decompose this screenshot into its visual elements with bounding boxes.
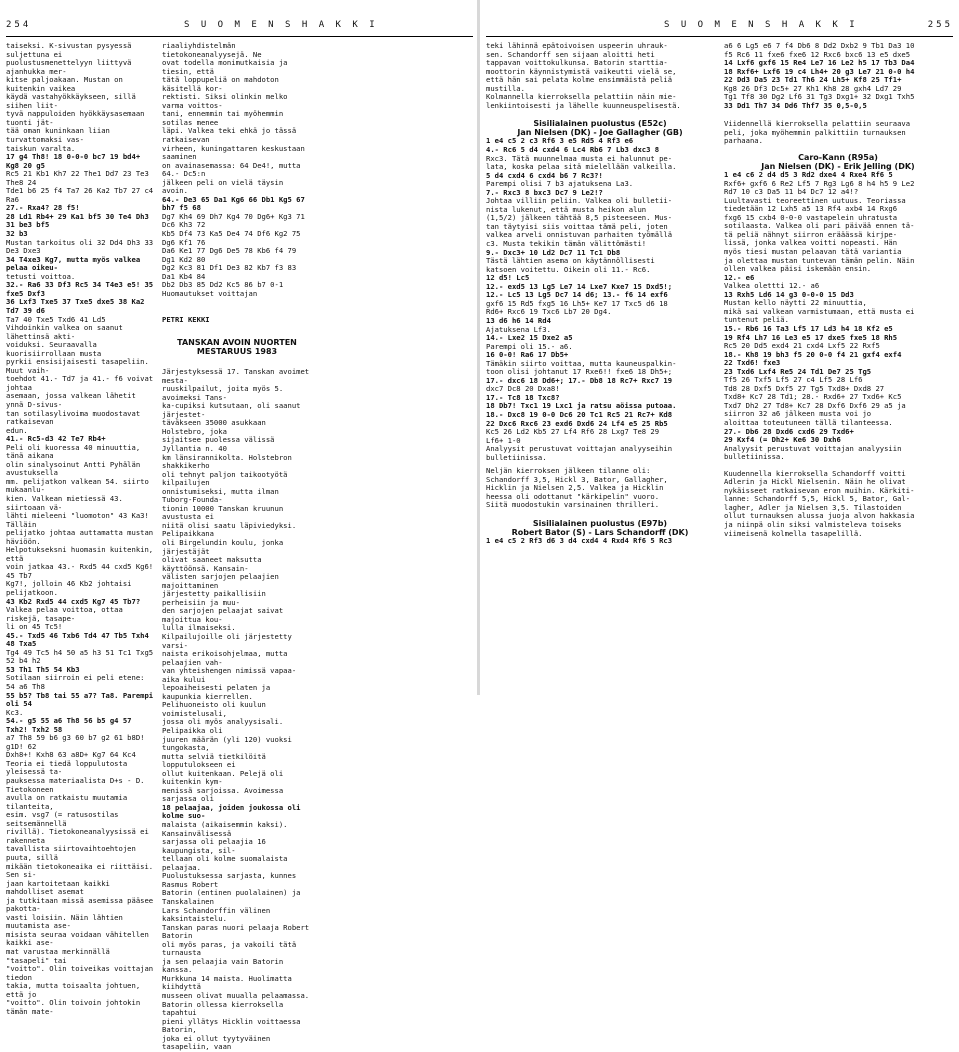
text-line: takia, mutta toisaalta johtuen, että jo <box>6 981 145 999</box>
text-line: Rxf6+ gxf6 6 Re2 Lf5 7 Rg3 Lg6 8 h4 h5 9 Le2 <box>724 178 915 188</box>
text-line: Rc5 21 Kb1 Kh7 22 The1 Dd7 23 Te3 The8 24 <box>6 169 154 187</box>
text-line: 19 Rf4 Lh7 16 Le3 e5 17 dxe5 fxe5 18 Rh5 <box>724 332 898 342</box>
text-line: Txd8+ Kc7 28 Td1; 28.- Rxd6+ 27 Txd6+ Kc5 <box>724 392 902 402</box>
text-line: 18.- Dxc8 19 0-0 Dc6 20 Tc1 Rc5 21 Rc7+ Kd8 <box>486 409 673 419</box>
text-line: Helpotukseksni huomasin kuitenkin, että <box>6 545 158 563</box>
text-line: Dxh8+! Kxh8 63 a8D+ Kg7 64 Kc4 <box>6 750 136 760</box>
text-line: pelijatko johtaa auttamatta mustan häviöön. <box>6 528 158 546</box>
text-line: Rd6+ Rxc6 19 Txc6 Lb7 20 Dg4. <box>486 307 612 317</box>
text-line: 1 e4 c5 2 Rf3 d6 3 d4 cxd4 4 Rxd4 Rf6 5 Rc3 <box>486 536 673 546</box>
text-line: mutta selviä tietkilöitä lopputulokseen ei <box>162 751 271 770</box>
right-page-number: 255 <box>927 20 953 30</box>
text-line: Rc5 20 Dd5 exd4 21 cxd4 Lxf5 22 Rxf5 <box>724 341 880 351</box>
text-line: välisten sarjojen pelaajien majoittaminen <box>162 572 284 590</box>
text-line: 27.- Rxa4? 28 f5! <box>6 203 80 213</box>
text-line: "voitto". Olin toivoin johtokin tämän mate- <box>6 998 145 1016</box>
text-line: onnistumiseksi, mutta ilman Tuborg-Founda- <box>162 486 284 505</box>
text-line: voiduksi. Seuraavalla kuorisiirrollaan musta <box>6 340 102 358</box>
text-line: 32 b3 <box>6 229 28 239</box>
text-line: siirron 32 a6 jälkeen musta voi jo <box>724 409 872 419</box>
text-line: 1 e4 c5 2 c3 Rf6 3 e5 Rd5 4 Rf3 e6 <box>486 136 634 146</box>
text-line: Tg1 Tf8 30 Dg2 Lf6 31 Tg3 Dxg1+ 32 Dxg1 Txh5 <box>724 92 915 102</box>
text-line: tellaan oli kolme suomalaista pelaajaa. <box>162 854 292 872</box>
text-line: Huomautukset voittajan <box>162 288 258 298</box>
text-line: Kuudennella kierroksella Schandorff voitti <box>724 468 906 478</box>
text-line: lata, koska pelaa sitä mielellään valkeilla. <box>486 162 677 172</box>
text-line: käydä vastahyökkäykseen, sillä siihen liit- <box>6 92 141 110</box>
text-line: Hicklin ja Nielsen 2,5. Valkea ja Hicklin <box>486 483 664 493</box>
text-line: on avainasemassa: 64 De4!, mutta 64.- Dc5:n <box>162 160 305 179</box>
text-line: lanne: Schandorff 5,5, Hickl 5, Bator, Gal- <box>724 494 911 504</box>
text-line: tionin 10000 Tanskan kruunun avustusta ei <box>162 503 288 522</box>
left-running-header <box>6 18 473 37</box>
text-line: valkea arveli onnistuvan parhaiten työmällä <box>486 230 673 240</box>
text-line: Vihdoinkin valkea on saanut lähettinsä akti- <box>6 323 128 341</box>
text-line: riaaliyhdistelmän tietokoneanalyysejä. Ne <box>162 41 262 59</box>
text-line: Dg2 Kc3 81 Df1 De3 82 Kb7 f3 83 Da1 Kb4 84 <box>162 263 301 281</box>
text-line: Td8 28 Dxf5 Dxf5 27 Tg5 Txd8+ Dxd8 27 <box>724 383 885 393</box>
text-line: aloittaa toteutuneen tällä tilanteessa. <box>724 417 893 427</box>
text-line: tan sotilasylivoima muodostavat ratkaisevan <box>6 408 145 427</box>
text-line: tä peliä nähnyt siirron erääässä kirjpe- <box>724 229 898 239</box>
text-line: nykäisseet ratkaisevan eron muihin. Kärkiti- <box>724 485 915 495</box>
text-line: Mustan kello näytti 22 minuuttia, <box>724 298 867 308</box>
text-line: 4.- Rc6 5 d4 cxd4 6 Lc4 Rb6 7 Lb3 dxc3 8 <box>486 145 660 155</box>
text-line: f5 Rc6 11 fxe6 fxe6 12 Rxc6 bxc6 13 e5 dxe5 <box>724 49 911 59</box>
text-line: tan täytyisi siis voittaa tämä peli, joten <box>486 221 668 231</box>
text-line: 17.- dxc6 18 Dd6+; 17.- Db8 18 Rc7+ Rxc7 19 <box>486 375 673 385</box>
text-line: mm. pelijatkon valkean 54. siirto mukaanlu- <box>6 476 154 495</box>
text-line: tani, ennemmin tai myöhemmin sotilas menee <box>162 109 288 127</box>
text-line: dxc7 Dc8 20 Dxa8! <box>486 384 560 394</box>
text-line: 12 d5! Lc5 <box>486 273 530 283</box>
text-line: 18 Rxf6+ Lxf6 19 c4 Lh4+ 20 g3 Le7 21 0-0 h4 <box>724 66 915 76</box>
text-line: Schandorff 3,5, Hickl 3, Bator, Gallagher, <box>486 474 668 484</box>
text-line: asemaan, jossa valkean lähetit ynnä D-sivus- <box>6 391 141 409</box>
text-line: esim. vsg7 (= ratusostilas seitsemännellä <box>6 810 123 828</box>
text-line: 9.- Dxc3+ 10 Ld2 Dc7 11 Tc1 Db8 <box>486 247 621 257</box>
text-line: 14 Lxf6 gxf6 15 Re4 Le7 16 Le2 h5 17 Tb3 Da4 <box>724 58 915 68</box>
text-line: Kc3. <box>6 707 24 717</box>
text-line: 22 Dd3 Da5 23 Td1 Th6 24 Lh5+ Kf8 25 Tf1+ <box>724 75 902 85</box>
text-line: a7 Th8 59 b6 g3 60 b7 g2 61 b8D! g1D! 62 <box>6 733 149 751</box>
text-line: Parempi olisi 7 b3 ajatuksena La3. <box>486 179 634 189</box>
text-line: 13 d6 h6 14 Rd4 <box>486 315 551 325</box>
text-line: 32.- Ra6 33 Df3 Rc5 34 T4e3 e5! 35 fxe5 Dxf3 <box>6 280 158 298</box>
left-page <box>0 0 479 1052</box>
text-line: ja tutkitaan missä asemissa pääsee pakotta- <box>6 895 158 914</box>
text-line: pieni yllätys Hicklin voittaessa Batorin, <box>162 1016 305 1035</box>
text-line: 22 Dxc6 Rxc6 23 exd6 Dxd6 24 Lf4 e5 25 Rb5 <box>486 418 668 428</box>
text-line: van yhteishengen nimissä vapaa-aika kului <box>162 666 297 684</box>
text-line: jossa oli myös analyysisali. Pelipaikka oli <box>162 717 288 736</box>
text-line: lissä, jonka valkea voitti nopeasti. Hän <box>724 238 898 248</box>
text-line: Järjestyksessä 17. Tanskan avoimet mesta- <box>162 367 314 385</box>
text-line: jaan kartoitetaan kaikki mahdolliset asemat <box>6 878 115 897</box>
text-line: Puolustuksessa sarjasta, kunnes Rasmus Robert <box>162 871 301 889</box>
text-line: Db2 Db3 85 Dd2 Kc5 86 b7 0-1 <box>162 280 284 290</box>
text-line: 18.- Kh8 19 bh3 f5 20 0-0 f4 21 gxf4 exf4 <box>724 349 902 359</box>
text-line: sotilaasta. Valkea oli pari päivää ennen tä- <box>724 221 915 231</box>
text-line: Johtaa villiin peliin. Valkea oli bulletii- <box>486 196 673 206</box>
text-line: malaista (aikaisemmin kaksi). Kansainvälisessä <box>162 820 292 838</box>
text-line: taiseksi. K-sivustan pysyessä suljettuna ei <box>6 41 136 59</box>
text-line: Tanskan paras nuori pelaaja Robert Batorin <box>162 922 314 941</box>
text-line: Tästä lähtien asema on käytännöllisesti <box>486 256 655 266</box>
game-3-players: Jan Nielsen (DK) - Erik Jelling (DK) <box>761 161 915 171</box>
text-line: sen. Schandorff sen sijaan aloitti heti <box>486 49 655 59</box>
text-line: Analyysit perustuvat voittajan analyyseihin <box>486 444 673 454</box>
text-line: 13 Rxh5 Ld6 14 g3 0-0-0 15 Dd3 <box>724 289 854 299</box>
text-line: Kc5 26 Ld2 Kb5 27 Lf4 Rf6 28 Lxg7 Te8 29 <box>486 427 660 437</box>
left-header-title: S U O M E N S H A K K I <box>184 20 378 30</box>
text-line: 22 Txd6! fxe3 <box>724 358 781 368</box>
text-line: Batorin ollessa kierroksella tapahtui <box>162 999 288 1018</box>
text-line: 43 Kb2 Rxd5 44 cxd5 Kg7 45 Tb7? <box>6 596 141 606</box>
text-line: ja sen pelaajia vain Batorin kanssa. <box>162 956 288 975</box>
text-line: Viidennellä kierroksella pelattiin seuraava <box>724 119 911 129</box>
text-line: 36 Lxf3 Txe5 37 Txe5 dxe5 38 Ka2 Td7 39 d6 <box>6 297 149 315</box>
text-line: Analyysit perustuvat voittajan analyysiin <box>724 443 902 453</box>
text-line: jälkeen peli on vielä täysin avoin. <box>162 177 288 196</box>
text-line: Peli oli kuoressa 40 minuuttia, tänä aikana <box>6 442 145 461</box>
text-line: bulletiinissa. <box>486 452 547 462</box>
text-line: 64.- De3 65 Da1 Kg6 66 Db1 Kg5 67 bh7 f5 68 <box>162 194 310 213</box>
text-line: että hän sai pelata kolme ensimmäistä peliä <box>486 75 673 85</box>
text-line: 23 Txd6 Lxf4 Re5 24 Td1 De7 25 Tg5 <box>724 366 872 376</box>
game-2-players: Robert Bator (S) - Lars Schandorff (DK) <box>511 527 689 537</box>
text-line: Kilpailujoille oli järjestetty varsi- <box>162 632 297 650</box>
text-line: toon olisi johtanut 17 Rxe6!! fxe6 18 Dh5+; <box>486 367 673 377</box>
text-line: olin sinalysoinut Antti Pyhälän avustuksella <box>6 459 145 478</box>
text-line: ollen valkea päisi iskemään ensin. <box>724 264 872 274</box>
text-line: 12.- exd5 13 Lg5 Le7 14 Lxe7 Kxe7 15 Dxd5!; <box>486 281 673 291</box>
text-line: Valkea pelaa voittoa, ottaa riskejä, tasape- <box>6 605 128 623</box>
text-line: voin jatkaa 43.- Rxd5 44 cxd5 Kg6! 45 Tb7 <box>6 562 158 580</box>
text-line: ja olettaa mustan tuntevan tämän pelin. Näin <box>724 255 915 265</box>
text-line: 27.- Db6 28 Dxd6 cxd6 29 Txd6+ <box>724 426 854 436</box>
text-line: fxg6 15 cxb4 0-0-0 vastapelein uhratusta <box>724 212 898 222</box>
text-line: Adlerin ja Hickl Nielsenin. Näin he olivat <box>724 477 906 487</box>
text-line: 18 Db7! Txc1 19 Lxc1 ja ratsu aöissa putoaa. <box>486 401 677 411</box>
text-line: läpi. Valkea teki ehkä jo tässä ratkaisevan <box>162 126 301 145</box>
text-line: ruuskilpailut, joita myös 5. avoimeksi Tans- <box>162 384 288 402</box>
text-line: ka-cupiksi kutsutaan, oli saanut järjestet- <box>162 401 305 419</box>
text-line: 34 T4xe3 Kg7, mutta myös valkea pelaa oikeu- <box>6 254 145 273</box>
text-line: tyvä nappuloiden hyökkäysasemaan tuonti jät- <box>6 109 149 127</box>
text-line: mikään tietokoneaika ei riittäisi. Sen si- <box>6 861 158 880</box>
text-line: parhaana. <box>724 136 763 146</box>
text-line: Valkea olettti 12.- a6 <box>724 281 820 291</box>
text-line: rektisti. Siksi olinkin melko varma voittos- <box>162 92 292 110</box>
text-line: 28 Ld1 Rb4+ 29 Ka1 bf5 30 Te4 Dh3 31 be3 bf5 <box>6 211 154 230</box>
text-line: täväkseen 35000 asukkaan Holstebro, joka <box>162 418 271 436</box>
text-line: tavallista siirtovaihtoehtojen puuta, sillä <box>6 844 141 862</box>
text-line: 41.- Rc5-d3 42 Te7 Rb4+ <box>6 434 106 444</box>
text-line: sarjassa oli pelaajia 16 kaupungista, sil- <box>162 837 271 855</box>
text-line: Da6 Ke1 77 Dg6 De5 78 Kb6 f4 79 Dg1 Kd2 80 <box>162 246 301 264</box>
text-line: km länsirannikolta. Holstebron shakkikerho <box>162 452 297 471</box>
text-line: lagher, Adler ja Nielsen 3,5. Tilastoiden <box>724 502 902 512</box>
text-line: den sarjojen pelaajat saivat majoittua kou- <box>162 606 288 624</box>
right-column-2 <box>724 42 952 695</box>
text-line: 17 g4 Th8! 18 0-0-0 bc7 19 bd4+ Kg8 20 g5 <box>6 152 145 170</box>
text-line: 5 d4 cxd4 6 cxd4 b6 7 Rc3?! <box>486 170 603 180</box>
text-line: Kolmannella kierroksella pelattiin näin mie- <box>486 92 677 102</box>
left-page-number: 254 <box>6 20 32 30</box>
left-column-3 <box>318 42 468 695</box>
game-1-players: Jan Nielsen (DK) - Joe Gallagher (GB) <box>517 127 683 137</box>
text-line: 1 e4 c6 2 d4 d5 3 Rd2 dxe4 4 Rxe4 Rf6 5 <box>724 170 893 180</box>
text-line: vasti loisiin. Näin lähtien muutamista ase- <box>6 912 128 931</box>
text-line: sijaitsee puolessa välissä Jyllantia n. 40 <box>162 435 279 453</box>
text-line: 29 Kxf4 (= Dh2+ Ke6 30 Dxh6 <box>724 435 841 445</box>
left-column-2 <box>162 41 314 1052</box>
text-line: Murkkuna 14 maista. Huolimatta kiihdyttä <box>162 973 297 992</box>
text-line: tiedetään 12 Lxh5 a5 13 Rf4 axb4 14 Rxg6 <box>724 204 898 214</box>
text-line: lenkiintoisesti ja lähelle kuunneuspelisestä. <box>486 100 681 110</box>
text-line: Txd7 Dh2 27 Td8+ Kc7 28 Dxf6 Dxf6 29 a5 ja <box>724 400 906 410</box>
text-line: 54.- g5 55 a6 Th8 56 b5 g4 57 Txh2! Txh2 58 <box>6 716 136 734</box>
text-line: Lars Schandorffin välinen kaksintaistelu. <box>162 905 275 924</box>
right-header-title: S U O M E N S H A K K I <box>664 20 858 30</box>
text-line: lepoaiheisesti pelaten ja kaupunkia kierrellen. <box>162 683 275 701</box>
game-3-opening: Caro-Kann (R95a) <box>798 153 878 163</box>
text-line: virheen, kuningattaren keskustaan saaminen <box>162 143 310 162</box>
text-line: peli, joka myöhemmin palkittiin turnauksen <box>724 127 906 137</box>
text-line: mustilla. <box>486 83 525 93</box>
text-line: Siitä muodostukin varsinainen thrilleri. <box>486 500 660 510</box>
text-line: Tde1 b6 25 f4 Ta7 26 Ka2 Tb7 27 c4 Ra6 <box>6 186 158 204</box>
text-line: viimeisenä kolmella tasapelillä. <box>724 528 863 538</box>
text-line: myös tiesi mustan pelaavan tätä variantia <box>724 247 902 257</box>
text-line: ollut kuitenkaan. Pelejä oli kuitenkin kym- <box>162 768 288 787</box>
text-line: Pelihuoneisto oli kuulun voimistelusali, <box>162 700 271 718</box>
text-line: 33 Dd1 Th7 34 Dd6 Thf7 35 0,5-0,5 <box>724 100 867 110</box>
text-line: ovat todella monimutkaisia ja tiesin, että <box>162 58 292 76</box>
text-line: Teoria ei tiedä loppulutosta yleisessä ta- <box>6 758 132 777</box>
text-line: järjestetty paikallisiin perheisiin ja muu- <box>162 589 271 607</box>
text-line: Mustan tarkoitus oli 32 Dd4 Dh3 33 De3 Dxe3 <box>6 237 158 256</box>
text-line: "voitto". Olin toiveikas voittajan tiedon <box>6 964 158 982</box>
text-line: Rxc3. Tätä muunnelmaa musta ei halunnut pe- <box>486 153 673 163</box>
text-line: kitse paljoakaan. Mustan on kuitenkin vaikea <box>6 75 128 93</box>
text-line: oli tehnyt paljon taikootyötä kilpailujen <box>162 469 292 488</box>
text-line: niitä olisi saatu läpiviedyksi. Pelipaikkana <box>162 520 301 539</box>
text-line: avulla on ratkaistu muutamia tilanteita, <box>6 793 132 811</box>
text-line: edun. <box>6 425 28 435</box>
text-line: 18 pelaajaa, joiden joukossa oli kolme suo- <box>162 802 305 821</box>
text-line: 7.- Rxc3 8 bxc3 Dc7 9 Le2!? <box>486 187 603 197</box>
text-line: Lf6+ 1-0 <box>486 435 521 445</box>
text-line: 45.- Txd5 46 Txb6 Td4 47 Tb5 Txh4 48 Txa5 <box>6 630 154 649</box>
text-line: Dg7 Kh4 69 Dh7 Kg4 70 Dg6+ Kg3 71 Dc6 Kh3 72 <box>162 211 310 230</box>
text-line: Kg7!, jolloin 46 Kb2 johtaisi pelijatkoon. <box>6 579 136 597</box>
text-line: menissä sarjoissa. Avoimessa sarjassa oli <box>162 785 288 804</box>
text-line: pauksessa materiaalista D+s - D. Tietokoneen <box>6 776 149 794</box>
text-line: moottorin käynnistymistä vaikeutti vielä se, <box>486 66 677 76</box>
text-line: a6 6 Lg5 e6 7 f4 Db6 8 Dd2 Dxb2 9 Tb1 Da3 10 <box>724 41 915 50</box>
right-column-1 <box>486 42 714 695</box>
game-2-opening: Sisilialainen puolustus (E97b) <box>532 518 668 528</box>
text-line: Ajatuksena Lf3. <box>486 324 551 334</box>
text-line: gxf6 15 Rd5 fxg5 16 Lh5+ Ke7 17 Txc5 d6 18 <box>486 298 668 308</box>
text-line: tuntenut peliä. <box>724 315 789 325</box>
article-heading: TANSKAN AVOIN NUORTEN MESTARUUS 1983 <box>177 337 300 356</box>
text-line: naista erikoisohjelmaa, mutta pelaajien vah- <box>162 649 292 667</box>
text-line: ja niinpä olin siksi valmisteleva toiseks <box>724 519 902 529</box>
text-line: ollut turnauksen alussa juoja alvon hakkasia <box>724 511 915 521</box>
text-line: oli Birgelundin koulu, jonka järjestäjät <box>162 537 288 556</box>
text-line: 12.- Lc5 13 Lg5 Dc7 14 d6; 13.- f6 14 exf6 <box>486 290 668 300</box>
text-line: Kg8 26 Df3 Dc5+ 27 Kh1 Kh8 28 gxh4 Ld7 29 <box>724 83 902 93</box>
text-line: misista seuraa voidaan vähitellen kaikki ase- <box>6 929 154 948</box>
text-line: Rd7 10 c3 Da5 11 b4 Dc7 12 a4!? <box>724 187 859 197</box>
text-line: joka ei ollut tyytyväinen tasapeliin, vaan <box>162 1033 275 1052</box>
text-line: taiskun varalta. <box>6 143 76 153</box>
text-line: Tg4 49 Tc5 h4 50 a5 h3 51 Tc1 Txg5 52 b4 h2 <box>6 647 158 666</box>
text-line: Ta7 40 Txe5 Txd6 41 Ld5 <box>6 314 106 324</box>
text-line: 12.- e6 <box>724 272 755 282</box>
text-line: mat varustaa merkinnällä "tasapeli" tai <box>6 946 115 965</box>
text-line: c3. Musta tekikin tämän välittömästi! <box>486 239 647 249</box>
right-page <box>480 0 959 695</box>
text-line: Neljän kierroksen jälkeen tilanne oli: <box>486 466 651 476</box>
text-line: Tf5 26 Txf5 Lf5 27 c4 Lf5 28 Lf6 <box>724 375 863 385</box>
byline-author: PETRI KEKKI <box>162 315 210 325</box>
text-line: tätä loppupeliä on mahdoton käsitellä kor- <box>162 75 284 93</box>
text-line: pyrkii ensisijaisesti tasapeliin. Muut vaih- <box>6 357 154 375</box>
text-line: mikä sai valkean varmistumaan, että musta ei <box>724 306 915 316</box>
text-line: bulletiinissa. <box>724 452 785 462</box>
text-line: heessa oli odottanut "kärkipelin" vuoro. <box>486 491 660 501</box>
text-line: tää oman kuninkaan liian turvattomaksi vas- <box>6 126 115 145</box>
text-line: 14.- Lxe2 15 Dxe2 a5 <box>486 333 573 343</box>
text-line: Sotilaan siirroin ei peli etene: 54 a6 Th8 <box>6 673 149 692</box>
text-line: teki lähinnä epätoivoisen uspeerin uhrauk- <box>486 41 668 50</box>
text-line: rivillä). Tietokoneanalyysissä ei rakenneta <box>6 827 154 845</box>
text-line: (1,5/2) jälkeen tähtää 8,5 pisteeseen. Mus- <box>486 213 673 223</box>
text-line: Parempi oli 15.- a6. <box>486 341 573 351</box>
text-line: katsoen voitettu. Oikein oli 11.- Rc6. <box>486 264 651 274</box>
text-line: 53 Th1 Th5 54 Kb3 <box>6 664 80 674</box>
text-line: olivat saaneet maksutta käyttöönsä. Kansain- <box>162 555 266 573</box>
text-line: tetusti voittoa. <box>6 271 76 281</box>
text-line: Kb5 Df4 73 Ka5 De4 74 Df6 Kg2 75 Dg6 Kf1 76 <box>162 229 305 247</box>
text-line: kien. Valkean mietiessä 43. siirtoaan vä- <box>6 493 128 512</box>
text-line: Luultavasti teoreettinen uutuus. Teoriassa <box>724 195 906 205</box>
text-line: nista lukenut, että musta heikon alun <box>486 204 647 214</box>
text-line: 17.- Tc8 18 Txc8? <box>486 392 560 402</box>
text-line: 16 0-0! Ra6 17 Db5+ <box>486 350 569 360</box>
text-line: oli myös paras, ja vakoili tätä turnausta <box>162 939 301 958</box>
text-line: 55 b5? Tb8 tai 55 a7? Ta8. Parempi oli 54 <box>6 690 158 709</box>
text-line: lulla ilmaiseksi. <box>162 623 236 633</box>
text-line: Tämäkin siirto voittaa, mutta kauneuspalkin- <box>486 358 677 368</box>
text-line: 15.- Rb6 16 Ta3 Lf5 17 Ld3 h4 18 Kf2 e5 <box>724 323 893 333</box>
text-line: puolustusmenettelyyn liittyvä ajanhukka mer- <box>6 58 136 76</box>
game-1-opening: Sisilialainen puolustus (E52c) <box>533 119 667 129</box>
text-line: toehdot 41.- Td7 ja 41.- f6 voivat johtaa <box>6 374 158 392</box>
text-line: Batorin (entinen puolalainen) ja Tanskalainen <box>162 888 305 906</box>
text-line: tappavan voittokulkunsa. Batorin starttia- <box>486 58 668 68</box>
text-line: li on 45 Tc5! <box>6 622 63 632</box>
text-line: juuren määrän (yli 120) vuoksi tungokasta, <box>162 734 297 753</box>
left-column-1 <box>6 41 158 1016</box>
text-line: musseen olivat muualla pelaamassa. <box>162 990 310 1000</box>
text-line: lähti mieleeni "luomoton" 43 Ka3! Tälläin <box>6 511 154 529</box>
right-running-header <box>486 18 953 37</box>
